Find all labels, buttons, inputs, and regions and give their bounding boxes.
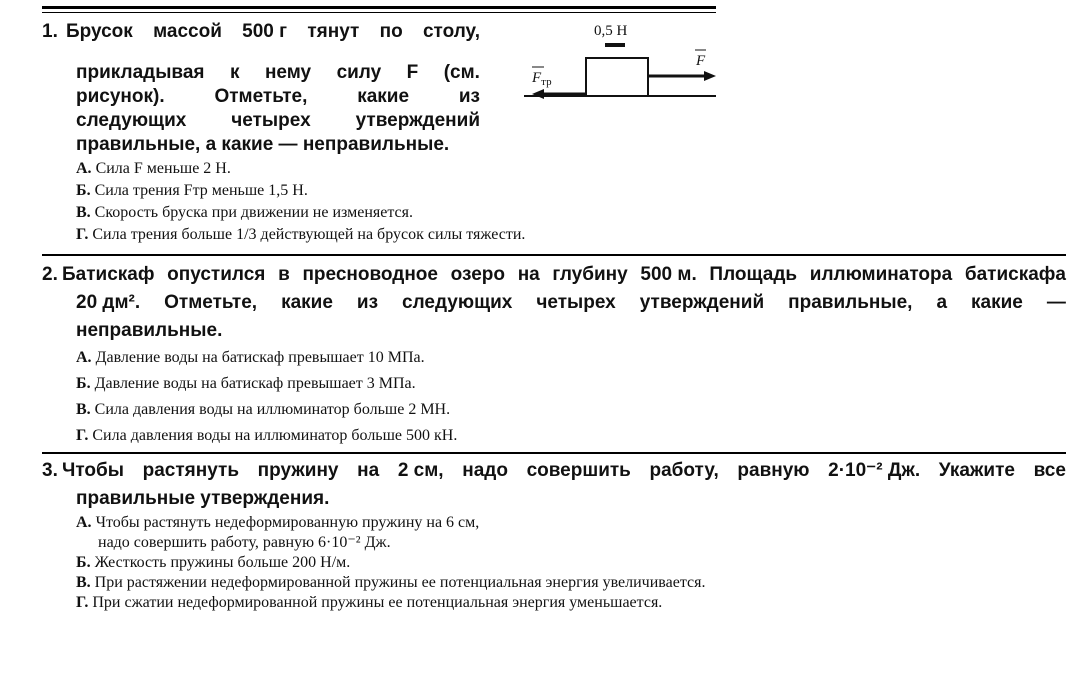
word: равную	[737, 460, 810, 481]
word: Площадь	[709, 264, 798, 285]
word: нему	[264, 62, 312, 83]
word: совершить	[526, 460, 631, 481]
q1-line5: правильные, а какие — неправильные.	[76, 134, 450, 155]
top-rule-thin	[42, 12, 716, 13]
figure-scale-bar	[605, 43, 625, 47]
q3-line1	[62, 458, 1066, 483]
word: следующих	[76, 110, 187, 131]
word: 2·10⁻² Дж.	[828, 460, 921, 481]
q2-option-b: Б. Давление воды на батискаф превышает 3 МПа.	[76, 375, 416, 392]
q3-option-a-cont: надо совершить работу, равную 6·10⁻² Дж.	[98, 534, 391, 551]
q3-option-c: В. При растяжении недеформированной пружины ее потенциальная энергия увеличивается.	[76, 574, 706, 591]
word: Укажите	[938, 460, 1015, 481]
word: следующих	[402, 292, 513, 313]
word: какие	[281, 292, 333, 313]
q2-bottom-rule	[42, 452, 1066, 454]
word: четырех	[536, 292, 616, 313]
word: пружину	[257, 460, 339, 481]
word: растянуть	[142, 460, 240, 481]
word: Батискаф	[62, 264, 155, 285]
q2-option-a: А. Давление воды на батискаф превышает 10 МПа.	[76, 349, 425, 366]
word: Отметьте,	[214, 86, 308, 107]
word: рисунок).	[76, 86, 165, 107]
word: F	[406, 62, 419, 83]
word: —	[1046, 292, 1066, 313]
word: по	[379, 21, 403, 42]
q1-figure	[520, 16, 720, 108]
word: батискафа	[964, 264, 1066, 285]
q1-option-d: Г. Сила трения больше 1/3 действующей на брусок силы тяжести.	[76, 226, 526, 243]
q2-options	[76, 348, 457, 446]
word: 500 г	[242, 21, 288, 42]
word: а	[936, 292, 948, 313]
word: силу	[336, 62, 382, 83]
word: столу,	[422, 21, 480, 42]
q1-bottom-rule	[42, 254, 1066, 256]
q1-option-c: В. Скорость бруска при движении не изменяется.	[76, 204, 413, 221]
word: озеро	[450, 264, 505, 285]
top-rule-thick	[42, 6, 716, 9]
word: 20 дм².	[76, 292, 141, 313]
figure-friction-subscript: тр	[541, 76, 552, 88]
word: правильные,	[788, 292, 913, 313]
word: Чтобы	[62, 460, 124, 481]
q2-line3: неправильные.	[76, 320, 223, 341]
q2-number: 2.	[42, 264, 58, 285]
word: 500 м.	[640, 264, 697, 285]
figure-friction-label	[531, 70, 552, 88]
word: какие	[971, 292, 1023, 313]
q3-options	[76, 513, 705, 613]
q2-option-d: Г. Сила давления воды на иллюминатор больше 500 кН.	[76, 427, 458, 444]
word: пресноводное	[302, 264, 438, 285]
q2-line2	[76, 290, 1066, 315]
word: на	[517, 264, 540, 285]
figure-force-label: F	[696, 53, 706, 69]
word: (см.	[443, 62, 480, 83]
word: надо	[462, 460, 508, 481]
q1-line3	[76, 84, 480, 109]
word: утверждений	[639, 292, 765, 313]
q2-line1	[62, 262, 1066, 287]
word: опустился	[167, 264, 266, 285]
word: массой	[153, 21, 222, 42]
word: из	[458, 86, 480, 107]
word: глубину	[552, 264, 628, 285]
word: 2 см,	[397, 460, 444, 481]
q3-option-b: Б. Жесткость пружины больше 200 Н/м.	[76, 554, 351, 571]
word: Брусок	[66, 21, 133, 42]
word: в	[278, 264, 290, 285]
word: к	[229, 62, 240, 83]
word: Отметьте,	[164, 292, 258, 313]
figure-friction-letter: F	[532, 70, 542, 86]
word: тянут	[307, 21, 360, 42]
word: четырех	[231, 110, 311, 131]
q1-options	[76, 159, 525, 245]
q1-line1	[66, 19, 480, 44]
q3-line2: правильные утверждения.	[76, 488, 330, 509]
q2-option-c: В. Сила давления воды на иллюминатор больше 2 МН.	[76, 401, 451, 418]
q3-number: 3.	[42, 460, 58, 481]
figure-scale-label: 0,5 Н	[594, 23, 628, 39]
word: из	[356, 292, 379, 313]
q1-line2	[76, 60, 480, 85]
word: какие	[357, 86, 410, 107]
word: иллюминатора	[809, 264, 953, 285]
figure-friction-arrowhead	[532, 89, 544, 99]
q1-option-a: А. Сила F меньше 2 Н.	[76, 160, 231, 177]
q1-line4	[76, 108, 480, 133]
figure-block	[586, 58, 648, 96]
word: прикладывая	[76, 62, 205, 83]
q3-option-d: Г. При сжатии недеформированной пружины ее потенциальная энергия уменьшается.	[76, 594, 663, 611]
word: на	[357, 460, 380, 481]
q1-number: 1.	[42, 21, 58, 42]
q1-option-b: Б. Сила трения Fтр меньше 1,5 Н.	[76, 182, 308, 199]
word: работу,	[649, 460, 719, 481]
word: утверждений	[355, 110, 480, 131]
q3-option-a: А. Чтобы растянуть недеформированную пружину на 6 см,	[76, 514, 480, 531]
figure-force-arrowhead	[704, 71, 716, 81]
word: все	[1033, 460, 1066, 481]
